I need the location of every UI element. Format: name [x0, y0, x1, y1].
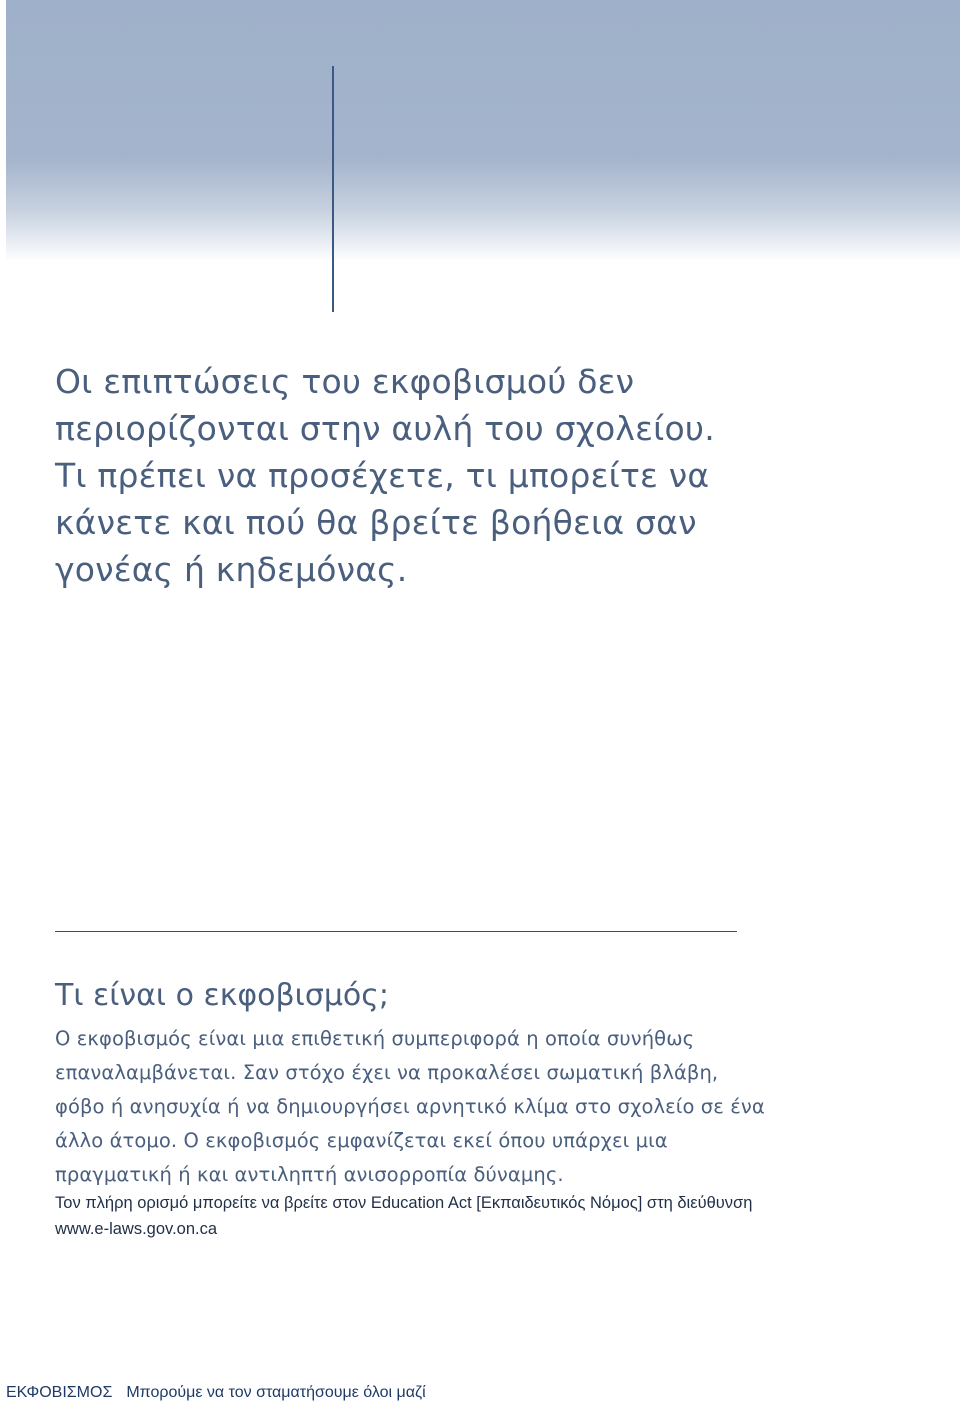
section-divider [55, 931, 737, 932]
top-color-band [6, 0, 960, 262]
section-body: Ο εκφοβισμός είναι μια επιθετική συμπεριφορά η οποία συνήθως επαναλαμβάνεται. Σαν στόχο έχει να προκαλέσει σωματική βλάβη, φόβο ή ανησυχία ή να δημιουργήσει αρνητικό κλίμα στο σχολείο σε ένα άλλο άτομο. Ο εκφοβισμός εμφανίζεται εκεί όπου υπάρχει μια πραγματική ή και αντιληπτή ανισορροπία δύναμης. [55, 1027, 765, 1186]
section-heading: Τι είναι ο εκφοβισμός; [55, 978, 389, 1013]
vertical-rule [332, 66, 334, 312]
page-footer [6, 1382, 426, 1404]
definition-footnote: Τον πλήρη ορισμό μπορείτε να βρείτε στον Education Act [Εκπαιδευτικός Νόμος] στη διεύθυνση www.e-laws.gov.on.ca [55, 1194, 753, 1238]
intro-text: Οι επιπτώσεις του εκφοβισμού δεν περιορίζονται στην αυλή του σχολείου. Τι πρέπει να προσέχετε, τι μπορείτε να κάνετε και πού θα βρείτε βοήθεια σαν γονέας ή κηδεμόνας. [55, 362, 715, 589]
footer-subtitle: Μπορούμε να τον σταματήσουμε όλοι μαζί [126, 1384, 426, 1401]
footer-title: ΕΚΦΟΒΙΣΜΟΣ [6, 1384, 113, 1401]
